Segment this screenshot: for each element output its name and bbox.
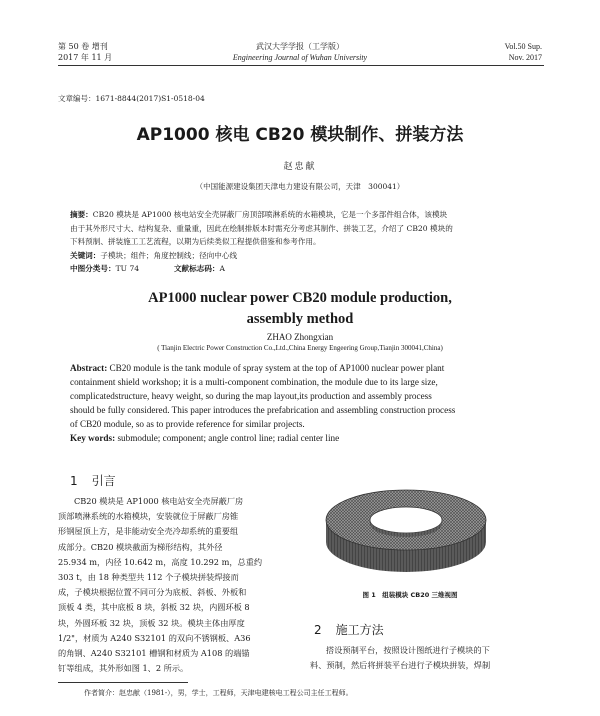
abstract-cn-line: 下料预制、拼装施工工艺流程，以期为后续类似工程提供借鉴和参考作用。: [70, 237, 321, 247]
body-line: CB20 模块是 AP1000 核电站安全壳屏蔽厂房: [74, 496, 244, 506]
doc-code-label: 文献标志码：: [173, 264, 220, 274]
body-line: 块，外圆环板 32 块，顶板 32 块。模块主体由厚度: [58, 617, 245, 628]
footnote: 作者简介：赵忠献（1981-），男，学士，工程师，天津电建核电工程公司主任工程师。: [84, 689, 353, 697]
section-1-body: [58, 494, 294, 676]
affiliation-cn: （中国能源建设集团天津电力建设有限公司，天津 300041）: [195, 182, 405, 191]
body-line: 成部分。CB20 模块截面为梯形结构，其外径: [58, 541, 223, 552]
abstract-en-line: should be fully considered. This paper introduces the prefabrication and assembling construction process: [70, 405, 456, 415]
doc-code-value: A: [219, 264, 225, 274]
classification-label: 中图分类号：: [70, 264, 116, 274]
keywords-en-text: submodule; component; angle control line; radial center line: [117, 433, 340, 443]
body-line: 的角钢、A240 S32101 槽钢和材质为 A108 的端锚: [58, 648, 250, 659]
journal-name-cn: 武汉大学学报（工学版）: [256, 42, 344, 51]
body-line: 钉等组成，其外形如图 1、2 所示。: [58, 663, 189, 674]
section-1-number: 1: [70, 474, 78, 488]
author-cn: 赵忠献: [283, 162, 317, 172]
section-2-heading: [314, 621, 384, 638]
header-date: 2017 年 11 月: [58, 53, 113, 62]
section-1-title: 引言: [91, 474, 116, 488]
ring-inner-opening: [370, 507, 442, 533]
body-line: 1/2"，材质为 A240 S32101 的双向不锈钢板、A36: [58, 632, 251, 643]
body-line: 303 t，由 18 种类型共 112 个子模块拼装焊接而: [58, 572, 239, 583]
article-number: 文章编号：1671-8844(2017)S1-0518-04: [58, 94, 205, 103]
body-line: 料、预制，然后将拼装平台进行子模块拼装，焊制: [310, 660, 491, 671]
title-en: [0, 288, 600, 330]
abstract-en-line: complicatedstructure, heavy weight, so during the map layout,its production and assembly process: [70, 391, 432, 401]
author-en: ZHAO Zhongxian: [266, 332, 334, 342]
journal-name-en: Engineering Journal of Wuhan University: [232, 53, 368, 62]
section-2-number: 2: [314, 623, 322, 637]
title-cn: AP1000 核电 CB20 模块制作、拼装方法: [136, 125, 464, 145]
body-line: 搭设预制平台，按照设计图纸进行子模块的下: [326, 645, 490, 655]
abstract-en-line: CB20 module is the tank module of spray system at the top of AP1000 nuclear power plant: [109, 363, 445, 373]
abstract-cn-line: 由于其外形尺寸大、结构复杂、重量重，因此在绘制排版本时需充分考虑其制作、拼装工艺，介绍了 CB20 模块的: [70, 223, 453, 233]
figure-1-image: [322, 480, 490, 584]
body-line: 顶板 4 类，其中底板 8 块，斜板 32 块，内圆环板 8: [58, 602, 250, 613]
title-en-line2: assembly method: [246, 311, 354, 327]
abstract-en-line: containment shield workshop; it is a multi-component combination, the module due to its large size,: [70, 377, 438, 387]
keywords-cn-text: 子模块；组件；角度控制线；径向中心线: [100, 250, 238, 260]
header-rule: [58, 65, 544, 66]
body-line: 25.934 m，内径 10.642 m，高度 10.292 m，总重约: [58, 556, 263, 567]
body-line: 顶部喷淋系统的水箱模块，安装就位于屏蔽厂房锥: [58, 511, 239, 522]
title-en-line1: AP1000 nuclear power CB20 module production,: [148, 290, 452, 306]
figure-1-caption: 图 1 组装模块 CB20 三维视图: [362, 591, 458, 599]
header-date-en: Nov. 2017: [508, 53, 542, 62]
abstract-cn-label: 摘要：: [70, 210, 93, 219]
abstract-cn: [70, 208, 532, 276]
affiliation-en: ( Tianjin Electric Power Construction Co.,Ltd.,China Energy Engeering Group,Tianjin 300041,China): [157, 344, 443, 352]
header-volume: 第 50 卷 增刊: [58, 42, 108, 51]
abstract-en-label: Abstract:: [70, 363, 108, 373]
abstract-en-line: of CB20 module, so as to provide reference for similar projects.: [70, 419, 305, 429]
section-1-heading: [70, 472, 116, 489]
abstract-en: [70, 361, 532, 445]
keywords-cn-label: 关键词：: [70, 250, 101, 260]
section-2-body: [310, 643, 544, 673]
footnote-rule: [58, 682, 188, 683]
section-2-title: 施工方法: [335, 623, 384, 637]
body-line: 成，子模块根据位置不同可分为底板、斜板、外板和: [58, 587, 247, 598]
body-line: 形钢屋顶上方，是非能动安全壳冷却系统的重要组: [58, 526, 239, 537]
header-volume-en: Vol.50 Sup.: [504, 42, 542, 51]
classification-value: TU 74: [115, 264, 140, 274]
abstract-cn-line: CB20 模块是 AP1000 核电站安全壳屏蔽厂房顶部喷淋系统的水箱模块，它是一个多部件组合体，该模块: [92, 210, 448, 219]
keywords-en-label: Key words:: [70, 433, 116, 443]
